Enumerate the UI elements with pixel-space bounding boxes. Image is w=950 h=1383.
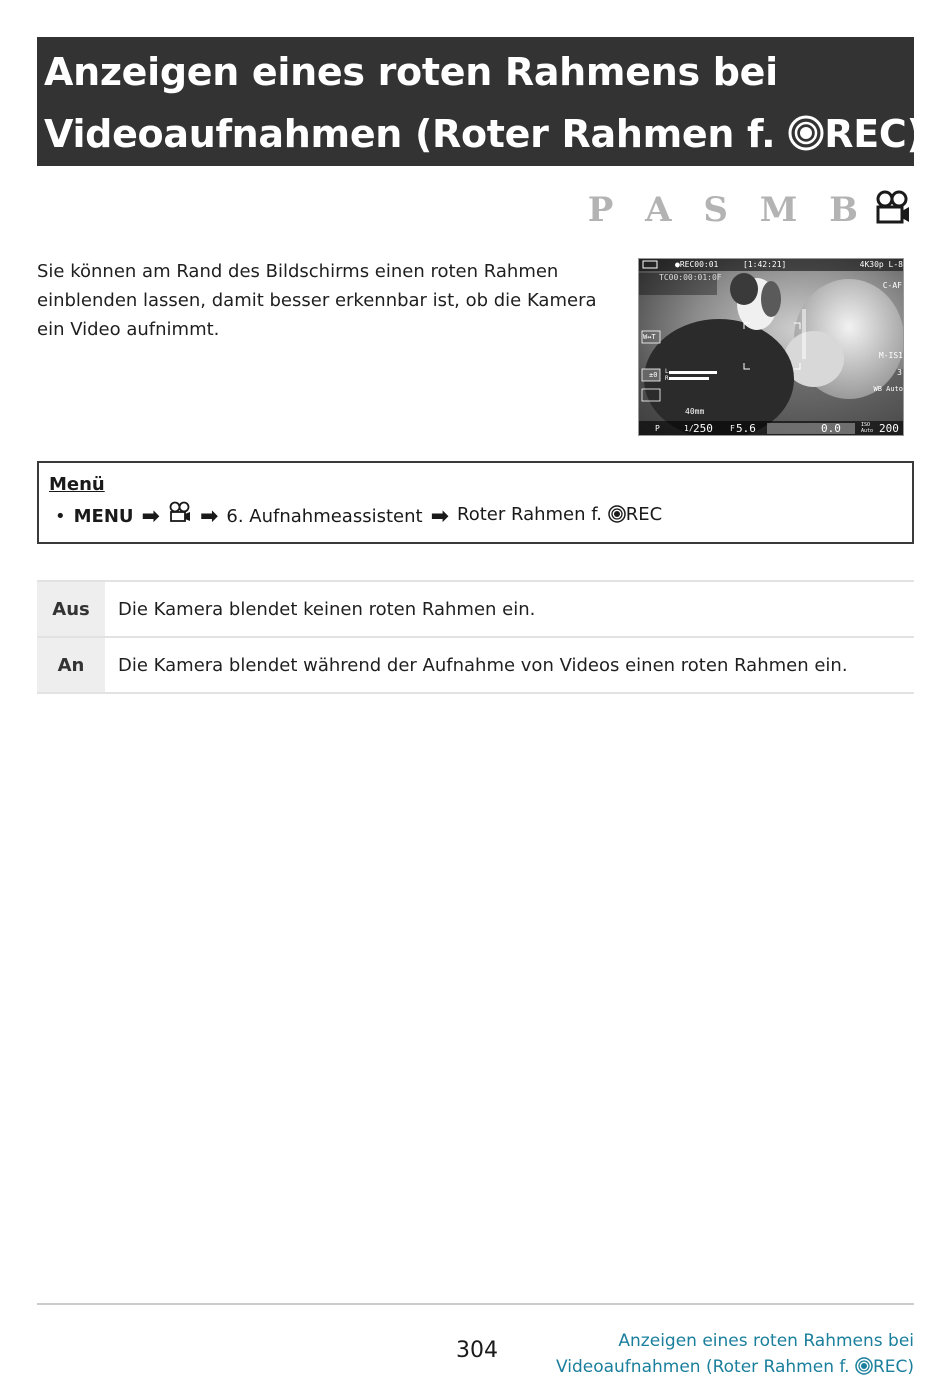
lcd-format: 4K30p L-8 xyxy=(859,260,903,269)
lcd-wb: WB Auto xyxy=(873,385,903,393)
lcd-shutter: 250 xyxy=(693,422,713,435)
page-title xyxy=(37,37,924,166)
rec-target-icon xyxy=(788,107,824,169)
option-key: An xyxy=(37,637,105,693)
arrow-right-icon: ➡ xyxy=(141,503,160,529)
title-line-1: Anzeigen eines roten Rahmens bei xyxy=(44,50,778,94)
lcd-ev: 0.0 xyxy=(821,422,841,435)
lcd-iso-label: ISO Auto xyxy=(861,422,874,434)
lcd-level-r: R xyxy=(665,375,669,382)
menu-step-2: 6. Aufnahmeassistent xyxy=(226,505,423,527)
lcd-flash: 3 xyxy=(897,368,902,377)
lcd-iso: 200 xyxy=(879,422,899,435)
rec-target-icon xyxy=(608,503,626,533)
rec-target-icon xyxy=(855,1357,873,1383)
footer-divider xyxy=(37,1303,914,1305)
footer-section-link[interactable] xyxy=(556,1328,914,1383)
footer-link-line-1[interactable]: Anzeigen eines roten Rahmens bei xyxy=(618,1331,914,1351)
page-number: 304 xyxy=(456,1338,498,1363)
menu-step-3-text: Roter Rahmen f. xyxy=(457,504,608,525)
lcd-wt-label: W↔T xyxy=(643,333,656,341)
menu-step-3-suffix: REC xyxy=(625,504,663,525)
lcd-is-mode: M-IS1 xyxy=(878,351,903,360)
footer-link-line-2-text[interactable]: Videoaufnahmen (Roter Rahmen f. xyxy=(555,1357,855,1377)
option-key: Aus xyxy=(37,581,105,637)
movie-camera-icon xyxy=(874,190,912,230)
lcd-aperture: 5.6 xyxy=(736,422,756,435)
menu-heading: Menü xyxy=(49,474,105,495)
movie-menu-icon xyxy=(168,501,192,533)
arrow-right-icon: ➡ xyxy=(430,503,449,529)
lcd-remaining: [1:42:21] xyxy=(743,260,787,269)
title-line-2-suffix: REC) xyxy=(824,112,924,156)
lcd-mode: P xyxy=(655,424,660,433)
lcd-timecode: TC00:00:01:0F xyxy=(659,273,722,282)
lcd-focal: 40mm xyxy=(685,407,705,416)
menu-bullet: • xyxy=(55,505,66,527)
lcd-shutter-prefix: 1/ xyxy=(684,424,694,433)
table-row xyxy=(37,581,914,637)
menu-path xyxy=(49,500,902,533)
arrow-right-icon: ➡ xyxy=(199,503,219,529)
option-desc: Die Kamera blendet während der Aufnahme von Videos einen roten Rahmen ein. xyxy=(105,637,914,693)
lcd-rec-counter: ●REC00:01 xyxy=(675,260,719,269)
menu-step-3 xyxy=(457,500,662,533)
shooting-modes xyxy=(588,190,912,230)
intro-paragraph: Sie können am Rand des Bildschirms einen roten Rahmen einblenden lassen, damit besser erkennbar ist, ob die Kamera ein Video aufnimmt. xyxy=(37,261,597,340)
option-desc: Die Kamera blendet keinen roten Rahmen ein. xyxy=(105,581,914,637)
lcd-mic-label: ±0 xyxy=(649,371,658,379)
title-line-2-text: Videoaufnahmen (Roter Rahmen f. xyxy=(44,112,789,156)
footer-link-line-2-suffix[interactable]: REC) xyxy=(872,1357,914,1377)
title-line-2 xyxy=(44,103,924,169)
menu-path-box xyxy=(37,461,914,544)
table-row xyxy=(37,637,914,693)
menu-label: MENU xyxy=(73,505,134,527)
lcd-af-mode: C-AF xyxy=(882,281,902,290)
camera-screen-image xyxy=(638,258,904,436)
options-table xyxy=(37,580,914,694)
lcd-aperture-prefix: F xyxy=(730,424,735,433)
lcd-level-l: L xyxy=(665,368,669,375)
mode-letters: P A S M B xyxy=(587,190,868,230)
